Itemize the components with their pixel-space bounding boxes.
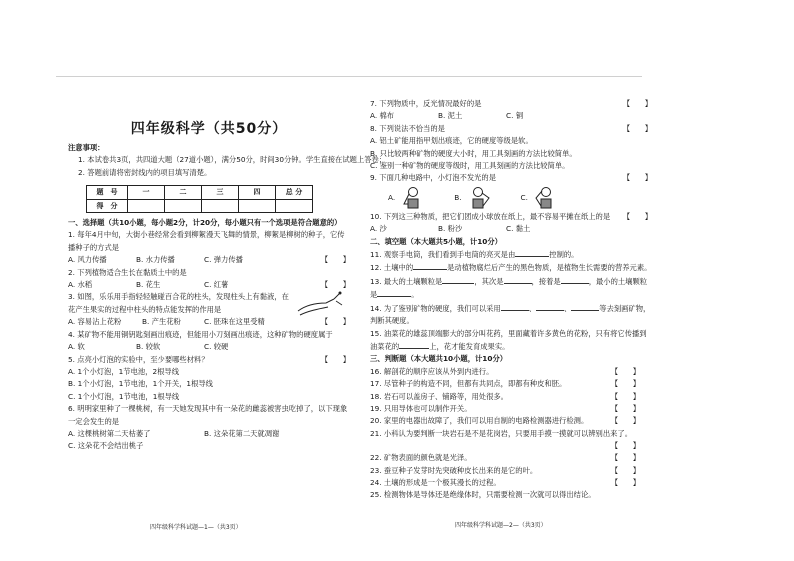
question-stem: 3. 如图，乐乐用手指轻轻触碰百合花的柱头，发现柱头上有黏液，在花产生果实的过程中柱头的特点能发挥的作用是 [68,292,289,314]
score-row-label: 得 分 [87,199,128,212]
answer-bracket[interactable]: 【 】 [622,99,652,108]
option-line[interactable]: C. 这朵花不会结出桃子 [68,441,144,451]
fill-blank[interactable] [442,275,474,284]
question-stem [370,172,652,184]
q-text: 、 [563,303,572,313]
score-header-cell: 一 [128,186,165,199]
judge-item [370,465,652,477]
answer-bracket[interactable]: 【 】 [320,255,350,265]
score-input-cell[interactable] [202,199,239,212]
finger-touch-flower-figure [296,291,344,317]
q-text: 、 [528,303,536,313]
exam-title: 四年级科学（共50分） [130,121,288,137]
score-input-cell[interactable] [165,199,202,212]
q-text: 13. 最大的土壤颗粒是 [370,276,443,286]
question-stem-text: 9. 下面几种电路中，小灯泡不发光的是 [370,173,497,183]
answer-bracket[interactable]: 【 】 [610,403,640,413]
fill-question [370,248,652,261]
option[interactable]: C. 黏土 [506,224,531,234]
fill-blank[interactable] [501,302,529,311]
q-text: 是动植物腐烂后产生的黑色物质，是植物生长需要的营养元素。 [447,263,652,273]
question-stem-text: 8. 下列说法不恰当的是 [370,123,445,133]
judge-text: 24. 土壤的形成是一个极其漫长的过程。 [370,477,501,487]
option[interactable]: C. 红薯 [204,280,229,290]
question-stem [68,354,350,366]
option-line[interactable]: B. 1个小灯泡，1节电池，1个开关，1根导线 [68,379,213,389]
option-label: B. [454,192,462,202]
answer-bracket[interactable]: 【 】 [320,280,350,290]
q-text: 等去刻画矿物，判断其硬度。 [370,303,651,326]
option-line[interactable]: A. 1个小灯泡，1节电池，2根导线 [68,366,179,376]
sheet-edge [56,76,642,77]
judge-item [370,378,652,390]
question-stem [370,211,652,223]
fill-blank[interactable] [504,275,532,284]
fill-blank[interactable] [377,288,411,297]
option-label: C. [520,192,528,202]
option[interactable]: A. 水稻 [68,280,93,290]
q-text: ，最小的土壤颗粒是 [370,276,648,300]
option[interactable]: B. 产生花粉 [142,317,181,327]
option[interactable]: A. 沙 [370,224,387,234]
option[interactable]: B. 这朵花第二天就凋谢 [204,428,280,438]
question-stem: 6. 明明家里种了一棵桃树，有一天她发现其中有一朵花的雌蕊被害虫吃掉了，以下现象一定会发生的是 [68,404,348,426]
question-options [68,316,350,328]
page-footer-2: 四年级科学科试题—2—（共3页） [455,522,547,529]
question-options [370,110,652,122]
judge-item [370,452,652,464]
fill-blank[interactable] [515,248,549,257]
q-text: 15. 油菜花的雄蕊顶端膨大的部分叫花药，里面藏着许多黄色的花粉，只有将它传播到油菜花的 [370,328,647,351]
answer-bracket[interactable]: 【 】 [610,453,640,463]
option[interactable]: A. 容易沾上花粉 [68,317,122,327]
option-line[interactable]: B. 只比较两种矿物的硬度大小时，用工具刻画的方法比较简单。 [370,148,577,158]
circuit-options [370,185,652,211]
q-text: 14. 为了鉴别矿物的硬度，我们可以采用 [370,303,501,313]
answer-bracket[interactable]: 【 】 [622,123,652,133]
option[interactable]: B. 泥土 [438,111,463,121]
judge-item [370,403,652,415]
circuit-bulb-battery-icon [465,186,495,210]
q-text: ，接着是 [531,276,561,286]
answer-bracket[interactable]: 【 】 [320,317,350,327]
circuit-bulb-battery-icon [398,186,428,210]
score-table-row [87,199,313,212]
answer-bracket[interactable]: 【 】 [610,416,640,426]
option[interactable]: B. 粉沙 [438,224,463,234]
question-options [370,223,652,235]
judge-item-bracket-row [370,440,652,452]
question-stem-text: 7. 下列物质中，反光情况最好的是 [370,99,482,108]
option[interactable]: A. 软 [68,342,85,352]
note-item: 1. 本试卷共3页，共四道大题（27道小题），满分50分，时间30分钟。学生直接在试题上答卷； [78,155,387,165]
judge-text: 23. 蚕豆种子发芽时先突破种皮长出来的是它的叶。 [370,465,538,475]
right-column [370,98,652,502]
option-line[interactable]: A. 铝土矿能用指甲划出痕迹，它的硬度等级是软。 [370,136,533,146]
option[interactable]: B. 水力传播 [136,255,175,265]
judge-item [370,477,652,489]
judge-item [370,366,652,378]
fill-question [370,328,652,354]
fill-blank[interactable] [399,340,429,349]
q-text: 12. 土壤中的 [370,263,414,273]
question-stem [370,98,652,110]
circuit-option-a[interactable] [388,186,428,210]
q-text: 上，花才能发育成果实。 [429,341,510,351]
judge-text: 19. 只用导体也可以制作开关。 [370,403,472,413]
q-text: ，其次是 [474,276,504,286]
question-stem-text: 5. 点亮小灯泡的实验中，至少要哪些材料？ [68,354,209,364]
judge-item [370,415,652,427]
fill-blank[interactable] [413,261,447,270]
fill-question [370,261,652,274]
section3-heading: 三、判断题（本大题共10小题，计10分） [370,354,508,364]
fill-question [370,302,652,328]
answer-bracket[interactable]: 【 】 [610,366,640,376]
score-header-cell: 四 [239,186,276,199]
option[interactable]: C. 铜 [506,111,524,121]
notes-heading: 注意事项： [68,143,105,152]
answer-bracket[interactable]: 【 】 [320,354,350,364]
option-line[interactable]: C. 鉴别一种矿物的硬度等级时，用工具刻画的方法比较简单。 [370,161,570,171]
score-table [86,185,313,213]
judge-text: 20. 家里的电器出故障了，我们可以用自制的电路检测器进行检测。 [370,416,589,426]
judge-text: 21. 小科认为要判断一块岩石是不是花岗岩，只要用手摸一摸就可以辨别出来了。 [370,428,633,438]
score-header-cell: 题 号 [87,186,128,199]
judge-item [370,391,652,403]
judge-text: 18. 岩石可以盖房子、铺路等，用处很多。 [370,391,508,401]
section2-heading: 二、填空题（本大题共5小题，计10分） [370,236,502,246]
circuit-option-b[interactable] [454,186,494,210]
question-stem: 4. 某矿物不能用铜钥匙刻画出痕迹，但能用小刀刻画出痕迹，这种矿物的硬度属于 [68,329,333,339]
question-stem-text: 10. 下列这三种物质，把它们团成小球放在纸上，最不容易平摊在纸上的是 [370,211,611,221]
section1-heading: 一、选择题（共10小题，每小题2分，计20分，每小题只有一个选项是符合题意的） [68,218,342,228]
option[interactable]: C. 胚珠在这里受精 [204,317,265,327]
score-input-cell[interactable] [239,199,276,212]
score-header-cell: 总 分 [276,186,313,199]
fill-blank[interactable] [571,302,599,311]
score-table-header [87,186,313,199]
score-input-cell[interactable] [276,199,313,212]
fill-blank[interactable] [561,275,589,284]
option[interactable]: A. 风力传播 [68,255,107,265]
question-stem: 1. 每年4月中旬，大街小巷经常会看到柳絮漫天飞舞的情景，柳絮是柳树的种子，它传播种子的方式是 [68,230,345,252]
fill-question [370,275,652,302]
score-header-cell: 二 [165,186,202,199]
circuit-bulb-battery-icon [531,186,561,210]
fill-blank[interactable] [536,302,564,311]
notes [68,142,387,179]
score-input-cell[interactable] [128,199,165,212]
judge-text: 22. 矿物表面的颜色就是光泽。 [370,453,472,463]
option[interactable]: C. 较硬 [204,342,229,352]
option[interactable]: B. 较软 [136,342,161,352]
option-label: A. [388,192,396,202]
answer-bracket[interactable]: 【 】 [610,465,640,475]
answer-bracket[interactable]: 【 】 [622,173,652,183]
judge-text: 17. 尽管种子的构造不同，但都有共同点，即都有种皮和胚。 [370,379,567,389]
question-options [68,428,350,440]
question-options [68,254,350,266]
q-text: 控制的。 [549,250,579,260]
judge-text: 16. 解剖花的顺序应该从外到内进行。 [370,366,494,376]
circuit-option-c[interactable] [521,186,561,210]
answer-bracket[interactable]: 【 】 [610,477,640,487]
question-options [68,279,350,291]
judge-text: 25. 检测物体是导体还是绝缘体时，只需要检测一次就可以得出结论。 [370,490,596,500]
score-header-cell: 三 [202,186,239,199]
option-line[interactable]: C. 1个小灯泡，1节电池，1根导线 [68,391,180,401]
answer-bracket[interactable]: 【 】 [622,211,652,221]
option[interactable]: A. 这棵桃树第二天枯萎了 [68,428,151,438]
q-text: 11. 观察手电筒，我们看到手电筒的亮灭是由 [370,250,516,260]
question-stem: 2. 下列植物适合生长在黏质土中的是 [68,267,187,277]
judge-item [370,428,652,440]
judge-item [370,489,652,501]
answer-bracket[interactable]: 【 】 [610,441,640,451]
option[interactable]: C. 弹力传播 [204,255,243,265]
option[interactable]: A. 棉布 [370,111,395,121]
answer-bracket[interactable]: 【 】 [610,379,640,389]
q-text: 。 [411,290,419,300]
question-stem [370,123,652,135]
answer-bracket[interactable]: 【 】 [610,391,640,401]
note-item: 2. 答题前请将密封线内的项目填写清楚。 [78,167,212,177]
question-options [68,341,350,353]
page-footer-1: 四年级科学科试题—1—（共3页） [150,524,242,531]
option[interactable]: B. 花生 [136,280,161,290]
